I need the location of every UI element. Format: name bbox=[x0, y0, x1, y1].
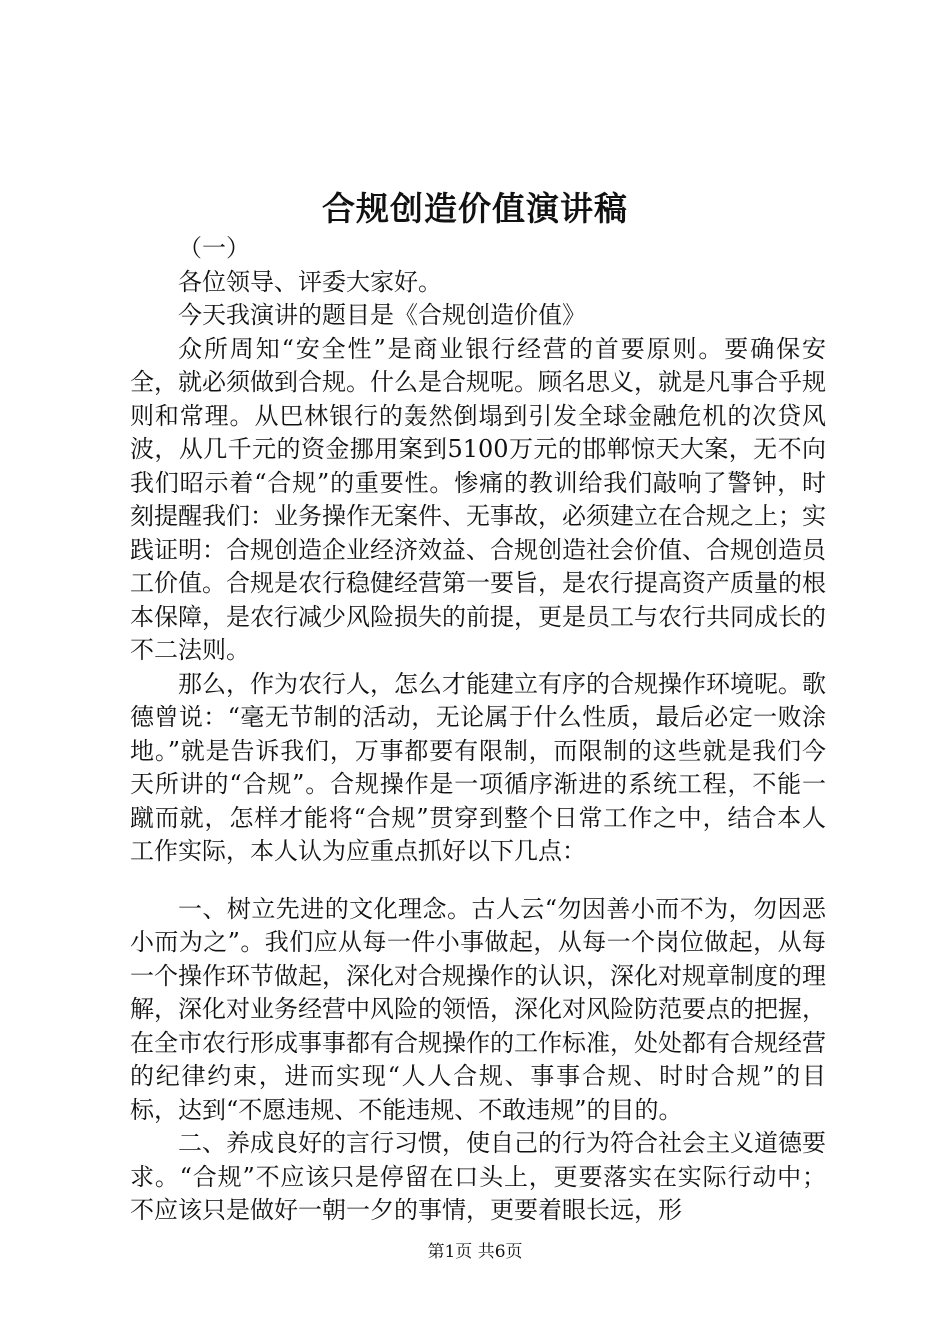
paragraph-point-one: 一、树立先进的文化理念。古人云“勿因善小而不为，勿因恶小而为之”。我们应从每一件小事做起，从每一个岗位做起，从每一个操作环节做起，深化对合规操作的认识，深化对规章制度的理解，深化对业务经营中风险的领悟，深化对风险防范要点的把握，在全市农行形成事事都有合规操作的工作标准，处处都有合规经营的纪律约束，进而实现“人人合规、事事合规、时时合规”的目标，达到“不愿违规、不能违规、不敢违规”的目的。 bbox=[130, 894, 826, 1124]
paragraph-point-two: 二、养成良好的言行习惯，使自己的行为符合社会主义道德要求。“合规”不应该只是停留在口头上，更要落实在实际行动中；不应该只是做好一朝一夕的事情，更要着眼长远，形 bbox=[130, 1129, 826, 1224]
paragraph-greeting: 各位领导、评委大家好。 bbox=[178, 267, 442, 296]
page-footer: 第1页 共6页 bbox=[427, 1242, 523, 1262]
document-title: 合规创造价值演讲稿 bbox=[322, 189, 628, 228]
document-body bbox=[130, 232, 826, 1228]
paragraph-topic: 今天我演讲的题目是《合规创造价值》 bbox=[178, 301, 586, 329]
paragraph-safety-principle: 众所周知“安全性”是商业银行经营的首要原则。要确保安全，就必须做到合规。什么是合规呢。顾名思义，就是凡事合乎规则和常理。从巴林银行的轰然倒塌到引发全球金融危机的次贷风波，从几千元的资金挪用案到5100万元的邯郸惊天大案，无不向我们昭示着“合规”的重要性。惨痛的教训给我们敲响了警钟，时刻提醒我们：业务操作无案件、无事故，必须建立在合规之上；实践证明：合规创造企业经济效益、合规创造社会价值、合规创造员工价值。合规是农行稳健经营第一要旨，是农行提高资产质量的根本保障，是农行减少风险损失的前提，更是员工与农行共同成长的不二法则。 bbox=[130, 334, 826, 664]
paragraph-section-mark: （一） bbox=[178, 234, 250, 262]
paragraph-compliance-environment: 那么，作为农行人，怎么才能建立有序的合规操作环境呢。歌德曾说：“毫无节制的活动，无论属于什么性质，最后必定一败涂地。”就是告诉我们，万事都要有限制，而限制的这些就是我们今天所讲的“合规”。合规操作是一项循序渐进的系统工程，不能一蹴而就，怎样才能将“合规”贯穿到整个日常工作之中，结合本人工作实际，本人认为应重点抓好以下几点： bbox=[130, 669, 826, 865]
